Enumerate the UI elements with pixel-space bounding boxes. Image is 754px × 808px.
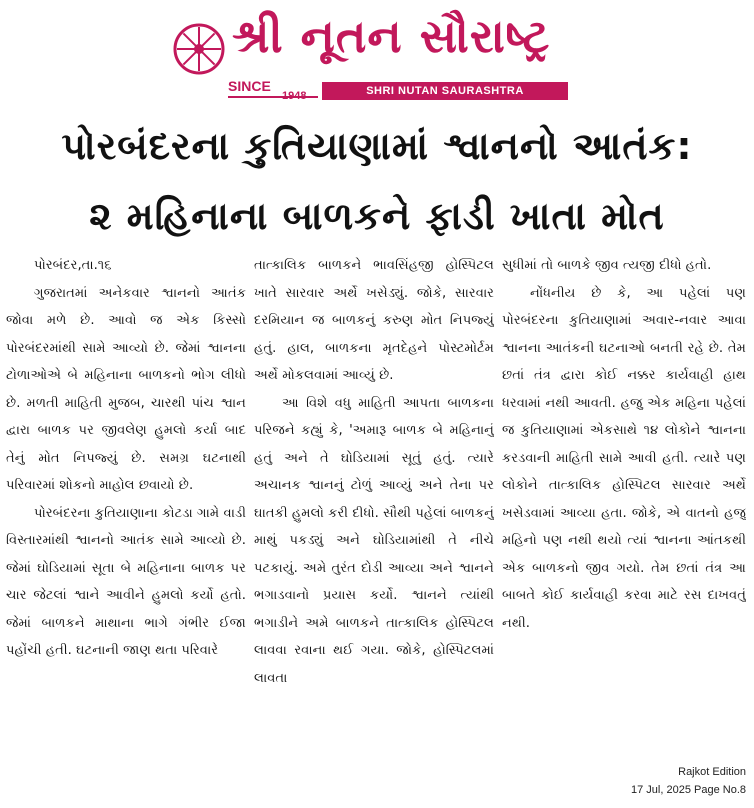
masthead-year: 1948 bbox=[282, 90, 307, 102]
dharma-wheel-icon bbox=[172, 22, 226, 76]
masthead bbox=[0, 0, 754, 112]
date-page-label: 17 Jul, 2025 Page No.8 bbox=[631, 784, 746, 796]
article-paragraph: આ વિશે વધુ માહિતી આપતા બાળકના પરિજને કહ્યું કે, 'અમારૂ બાળક બે મહિનાનું હતું અને તે ઘોડિયામાં સૂતું હતું. ત્યારે અચાનક શ્વાનનું ટોળું આવ્યું અને તેના પર ઘાતકી હુમલો કરી દીધો. સૌથી પહેલાં બાળકનું માથું પકડ્યું અને ઘોડિયામાંથી તે નીચે પટકાયું. અમે તુરંત દોડી આવ્યા અને શ્વાનને ભગાડવાનો પ્રયાસ કર્યો. શ્વાનને ત્યાંથી ભગાડીને અમે બાળકને તાત્કાલિક હોસ્પિટલ લાવવા રવાના થઈ ગયા. જોકે, હોસ્પિટલમાં લાવતા bbox=[254, 395, 494, 686]
masthead-subtitle: SHRI NUTAN SAURASHTRA bbox=[322, 82, 568, 100]
masthead-brand: શ્રી નૂતન સૌરાષ્ટ્ર bbox=[232, 9, 551, 63]
article-dateline: પોરબંદર,તા.૧૬ bbox=[34, 258, 112, 273]
headline-line-2: ૨ મહિનાના બાળકને ફાડી ખાતા મોત bbox=[89, 194, 665, 238]
article-paragraph: ગુજરાતમાં અનેકવાર શ્વાનનો આતંક જોવા મળે છે. આવો જ એક કિસ્સો પોરબંદરમાંથી સામે આવ્યો છે. જેમાં શ્વાનના ટોળાઓએ બે મહિનાના બાળકનો ભોગ લીધો છે. મળતી માહિતી મુજબ, ચારથી પાંચ શ્વાન દ્વારા બાળક પર જીવલેણ હુમલો કર્યા બાદ તેનું મોત નિપજ્યું છે. સમગ્ર ઘટનાથી પરિવારમાં શોકનો માહોલ છવાયો છે. bbox=[6, 285, 246, 493]
article-column-1 bbox=[6, 252, 246, 752]
article-paragraph: નોંધનીય છે કે, આ પહેલાં પણ પોરબંદરના કુતિયાણામાં અવાર-નવાર આવા શ્વાનના આતંકની ઘટનાઓ બનતી રહે છે. તેમ છતાં તંત્ર દ્વારા કોઈ નક્કર કાર્યવાહી હાથ ધરવામાં નથી આવતી. હજુ એક મહિના પહેલાં જ કુતિયાણામાં એકસાથે ૧૪ લોકોને શ્વાનના કરડવાની માહિતી સામે આવી હતી. ત્યારે પણ લોકોને તાત્કાલિક હોસ્પિટલ સારવાર અર્થે ખસેડવામાં આવ્યા હતા. જોકે, એ વાતનો હજુ મહિનો પણ નથી થયો ત્યાં શ્વાનના આંતકથી એક બાળકનો જીવ ગયો. તેમ છતાં તંત્ર આ બાબતે કોઈ કાર્યવાહી કરવા માટે રસ દાખવતું નથી. bbox=[502, 285, 746, 631]
edition-label: Rajkot Edition bbox=[678, 766, 746, 778]
article-paragraph: સુધીમાં તો બાળકે જીવ ત્યજી દીધો હતો. bbox=[502, 258, 712, 273]
article-paragraph: પોરબંદરના કુતિયાણાના કોટડા ગામે વાડી વિસ્તારમાંથી શ્વાનનો આતંક સામે આવ્યો છે. જેમાં ઘોડિયામાં સૂતા બે મહિનાના બાળક પર ચાર જેટલાં શ્વાને આવીને હુમલો કર્યો હતો. જેમાં બાળકને માથાના ભાગે ગંભીર ઈજા પહોંચી હતી. ઘટનાની જાણ થતા પરિવારે bbox=[6, 505, 246, 658]
article-paragraph: તાત્કાલિક બાળકને ભાવસિંહજી હોસ્પિટલ ખાતે સારવાર અર્થે ખસેડ્યું. જોકે, સારવાર દરમિયાન જ બાળકનું કરુણ મોત નિપજ્યું હતું. હાલ, બાળકના મૃતદેહને પોસ્ટમોર્ટમ અર્થે મોકલવામાં આવ્યું છે. bbox=[254, 258, 494, 383]
article-column-3 bbox=[502, 252, 746, 752]
headline-line-1: પોરબંદરના કુતિયાણામાં શ્વાનનો આતંક: bbox=[61, 124, 693, 168]
article-column-2 bbox=[254, 252, 494, 752]
masthead-since: SINCE bbox=[228, 78, 271, 94]
